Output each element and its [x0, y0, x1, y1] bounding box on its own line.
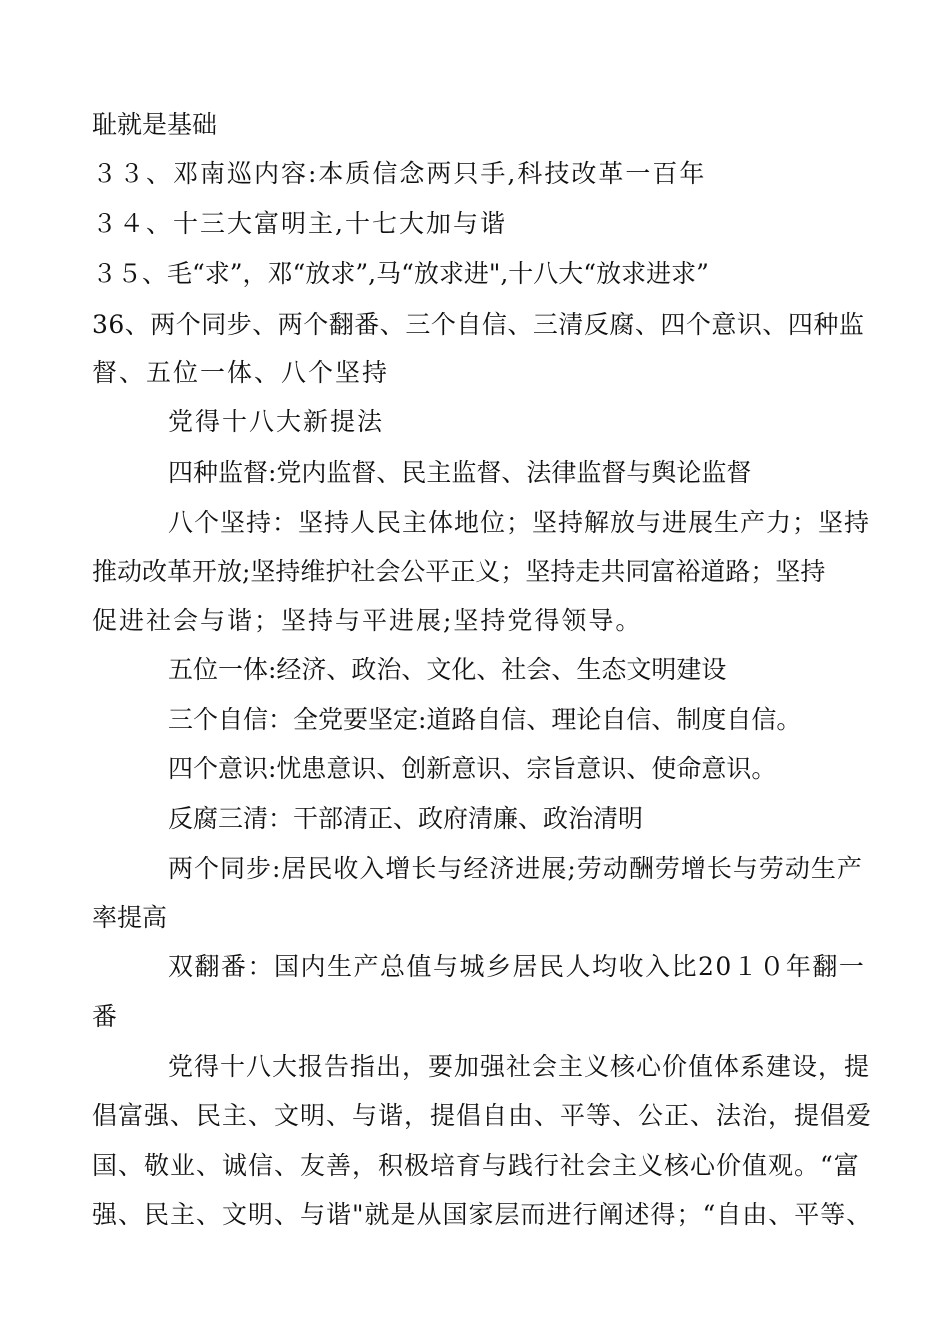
- text-line-10: 推动改革开放;坚持维护社会公平正义；坚持走共同富裕道路；坚持: [92, 557, 826, 586]
- text-line-17: 率提高: [92, 903, 168, 932]
- text-line-2: ３３、邓南巡内容:本质信念两只手,科技改革一百年: [92, 159, 707, 188]
- text-line-14: 四个意识:忧患意识、创新意识、宗旨意识、使命意识。: [168, 754, 777, 783]
- section-heading: 党得十八大新提法: [168, 407, 385, 436]
- text-line-1: 耻就是基础: [92, 110, 218, 139]
- text-line-5: 36、两个同步、两个翻番、三个自信、三清反腐、四个意识、四种监: [92, 310, 865, 339]
- text-line-23: 强、民主、文明、与谐"就是从国家层而进行阐述得；“自由、平等、: [92, 1200, 873, 1229]
- text-line-21: 倡富强、民主、文明、与谐，提倡自由、平等、公正、法治，提倡爱: [92, 1101, 873, 1130]
- text-line-6: 督、五位一体、八个坚持: [92, 358, 390, 387]
- text-line-8: 四种监督:党内监督、民主监督、法律监督与舆论监督: [168, 458, 752, 487]
- text-line-19: 番: [92, 1002, 118, 1031]
- text-line-18: 双翻番：国内生产总值与城乡居民人均收入比20１０年翻一: [168, 952, 866, 981]
- text-line-20: 党得十八大报告指出，要加强社会主义核心价值体系建设，提: [168, 1052, 871, 1081]
- text-line-3: ３４、十三大富明主,十七大加与谐: [92, 209, 507, 238]
- text-line-12: 五位一体:经济、政治、文化、社会、生态文明建设: [168, 655, 727, 684]
- text-line-22: 国、敬业、诚信、友善，积极培育与践行社会主义核心价值观。“富: [92, 1151, 860, 1180]
- text-line-4: ３５、毛“求”，邓“放求”,马“放求进",十八大“放求进求”: [92, 259, 709, 288]
- text-line-9: 八个坚持：坚持人民主体地位；坚持解放与进展生产力；坚持: [168, 508, 871, 537]
- text-line-13: 三个自信：全党要坚定:道路自信、理论自信、制度自信。: [168, 705, 802, 734]
- text-line-16: 两个同步:居民收入增长与经济进展;劳动酬劳增长与劳动生产: [168, 854, 863, 883]
- text-line-15: 反腐三清：干部清正、政府清廉、政治清明: [168, 804, 644, 833]
- text-line-11: 促进社会与谐；坚持与平进展;坚持党得领导。: [92, 606, 643, 635]
